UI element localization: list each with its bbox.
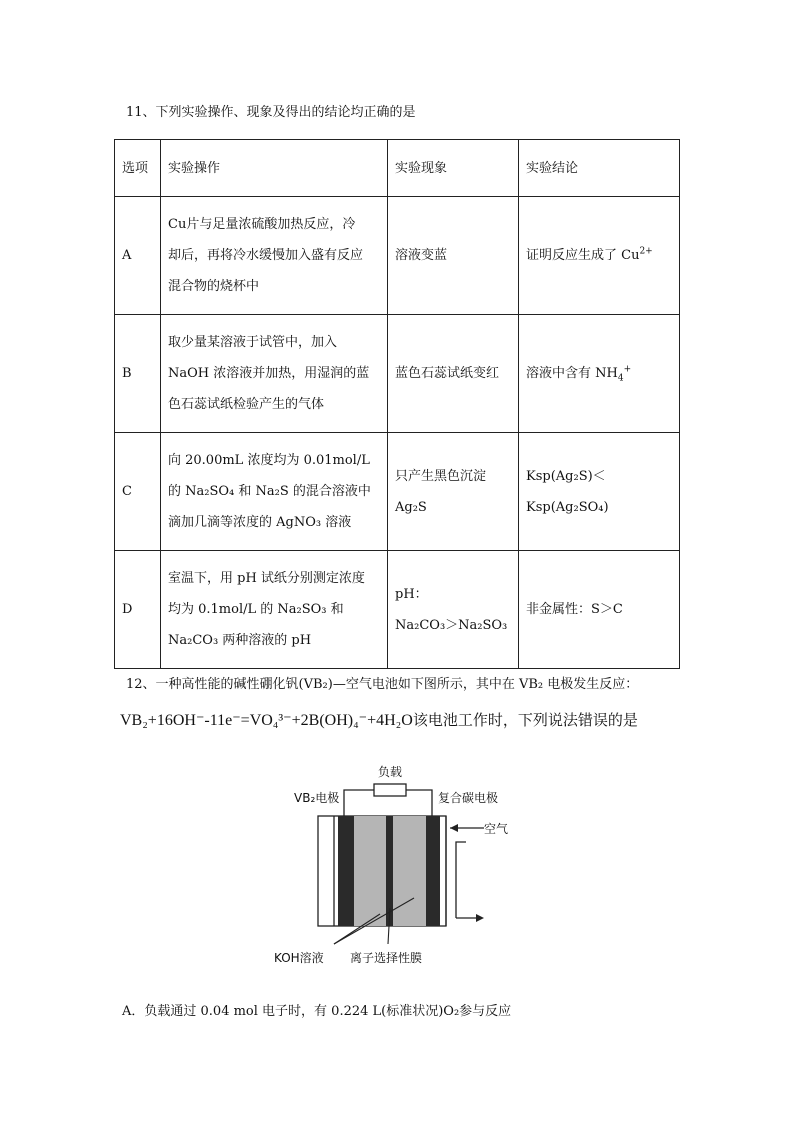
table-row [115, 197, 680, 315]
load-label: 负载 [378, 765, 403, 779]
table-row [115, 551, 680, 669]
operation-line: Na₂CO₃ 两种溶液的 pH [168, 633, 312, 648]
vb2-electrode-label: VB₂电极 [294, 791, 340, 805]
operation-line: 色石蕊试纸检验产生的气体 [168, 397, 325, 412]
operation-line: 向 20.00mL 浓度均为 0.01mol/L [168, 453, 370, 468]
phenomenon-line: 蓝色石蕊试纸变红 [395, 366, 500, 381]
air-inlet-arrowhead [450, 824, 458, 832]
conclusion-text: Ksp(Ag₂S)＜Ksp(Ag₂SO₄) [526, 468, 609, 515]
header-operation: 实验操作 [161, 140, 388, 197]
table-header-row [115, 140, 680, 197]
conclusion-text: 非金属性：S＞C [526, 602, 623, 617]
question-12-formula-line [120, 708, 638, 733]
operation-line: Cu片与足量浓硫酸加热反应，冷 [168, 217, 356, 232]
row-option: C [115, 433, 161, 551]
operation-line: 室温下，用 pH 试纸分别测定浓度 [168, 571, 365, 586]
load-resistor [374, 784, 406, 796]
left-wire [344, 790, 374, 816]
row-conclusion [519, 551, 680, 669]
phenomenon-line: 溶液变蓝 [395, 248, 448, 263]
conclusion-superscript: 2+ [639, 246, 653, 257]
conclusion-superscript: + [623, 364, 632, 375]
air-label: 空气 [484, 822, 509, 836]
air-outlet-arrowhead [476, 914, 484, 922]
row-phenomenon [388, 197, 519, 315]
row-phenomenon [388, 433, 519, 551]
air-channel [456, 842, 466, 918]
operation-line: NaOH 浓溶液并加热，用湿润的蓝 [168, 366, 370, 381]
header-conclusion: 实验结论 [519, 140, 680, 197]
row-operation [161, 433, 388, 551]
right-wire [406, 790, 432, 816]
koh-label: KOH溶液 [274, 951, 324, 965]
row-conclusion [519, 197, 680, 315]
row-phenomenon [388, 315, 519, 433]
row-option: A [115, 197, 161, 315]
operation-line: 混合物的烧杯中 [168, 279, 260, 294]
header-phenomenon: 实验现象 [388, 140, 519, 197]
experiment-table [114, 139, 680, 669]
battery-diagram [270, 758, 530, 978]
row-option: B [115, 315, 161, 433]
row-operation [161, 551, 388, 669]
option-a: A．负载通过 0.04 mol 电子时，有 0.224 L(标准状况)O₂参与反应 [122, 1004, 512, 1019]
row-operation [161, 315, 388, 433]
conclusion-text: 溶液中含有 NH [526, 366, 618, 381]
membrane-label: 离子选择性膜 [350, 951, 423, 965]
conclusion-subscript: 4 [617, 373, 624, 384]
table-row [115, 433, 680, 551]
header-option: 选项 [115, 140, 161, 197]
vb2-electrode [338, 816, 354, 926]
operation-line: 滴加几滴等浓度的 AgNO₃ 溶液 [168, 515, 352, 530]
operation-line: 取少量某溶液于试管中，加入 [168, 335, 338, 350]
electrode-reaction-equation: VB₂+16OH⁻-11e⁻=VO₄³⁻+2B(OH)₄⁻+4H₂O [120, 712, 413, 729]
phenomenon-line: pH： [395, 586, 428, 602]
operation-line: 却后，再将冷水缓慢加入盛有反应 [168, 248, 364, 263]
phenomenon-line: Na₂CO₃＞Na₂SO₃ [395, 617, 508, 633]
carbon-electrode-label: 复合碳电极 [438, 791, 499, 805]
question-12-stem-tail: 该电池工作时，下列说法错误的是 [412, 711, 638, 729]
row-phenomenon [388, 551, 519, 669]
row-conclusion [519, 315, 680, 433]
table-row [115, 315, 680, 433]
conclusion-text: 证明反应生成了 Cu [526, 248, 640, 263]
operation-line: 的 Na₂SO₄ 和 Na₂S 的混合溶液中 [168, 484, 371, 499]
composite-carbon-electrode [426, 816, 440, 926]
phenomenon-line: 只产生黑色沉淀 [395, 468, 487, 484]
operation-line: 均为 0.1mol/L 的 Na₂SO₃ 和 [168, 602, 344, 617]
row-conclusion [519, 433, 680, 551]
row-operation [161, 197, 388, 315]
phenomenon-line: Ag₂S [395, 499, 427, 515]
question-11-stem: 11、下列实验操作、现象及得出的结论均正确的是 [126, 105, 416, 120]
question-12-stem: 12、一种高性能的碱性硼化钒(VB₂)—空气电池如下图所示，其中在 VB₂ 电极发生反应： [126, 677, 639, 692]
row-option: D [115, 551, 161, 669]
